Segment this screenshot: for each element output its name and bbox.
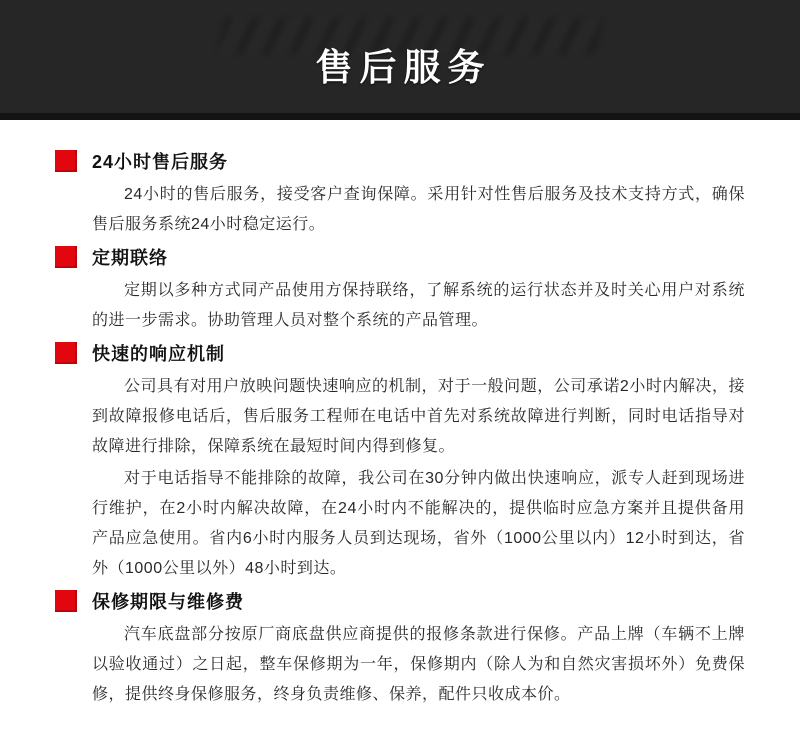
red-square-bullet-icon — [55, 150, 77, 172]
section-heading-row — [55, 340, 745, 366]
title-banner — [0, 0, 800, 120]
service-sections-container — [0, 120, 800, 710]
red-square-bullet-icon — [55, 246, 77, 268]
red-square-bullet-icon — [55, 590, 77, 612]
section-title: 定期联络 — [92, 248, 168, 268]
section-paragraph: 定期以多种方式同产品使用方保持联络，了解系统的运行状态并及时关心用户对系统的进一步需求。协助管理人员对整个系统的产品管理。 — [92, 282, 745, 329]
section-title: 24小时售后服务 — [92, 152, 229, 172]
section-heading-row — [55, 588, 745, 614]
service-section — [55, 244, 745, 336]
service-section — [55, 588, 745, 710]
service-section — [55, 148, 745, 240]
section-paragraph: 汽车底盘部分按原厂商底盘供应商提供的报修条款进行保修。产品上牌（车辆不上牌以验收通过）之日起，整车保修期为一年，保修期内（除人为和自然灾害损坏外）免费保修，提供终身保修服务，终身负责维修、保养，配件只收成本价。 — [92, 626, 745, 703]
red-square-bullet-icon — [55, 342, 77, 364]
section-paragraph: 公司具有对用户放映问题快速响应的机制，对于一般问题，公司承诺2小时内解决，接到故障报修电话后，售后服务工程师在电话中首先对系统故障进行判断，同时电话指导对故障进行排除，保障系统在最短时间内得到修复。 — [92, 378, 745, 455]
section-heading-row — [55, 148, 745, 174]
section-title: 保修期限与维修费 — [92, 592, 244, 612]
service-section — [55, 340, 745, 584]
section-paragraph: 24小时的售后服务，接受客户查询保障。采用针对性售后服务及技术支持方式，确保售后服务系统24小时稳定运行。 — [92, 186, 745, 233]
section-paragraph: 对于电话指导不能排除的故障，我公司在30分钟内做出快速响应，派专人赶到现场进行维护，在2小时内解决故障，在24小时内不能解决的，提供临时应急方案并且提供备用产品应急使用。省内6小时内服务人员到达现场，省外（1000公里以内）12小时到达，省外（1000公里以外）48小时到达。 — [92, 470, 745, 577]
page-title: 售后服务 — [315, 47, 492, 88]
section-title: 快速的响应机制 — [92, 344, 225, 364]
section-heading-row — [55, 244, 745, 270]
